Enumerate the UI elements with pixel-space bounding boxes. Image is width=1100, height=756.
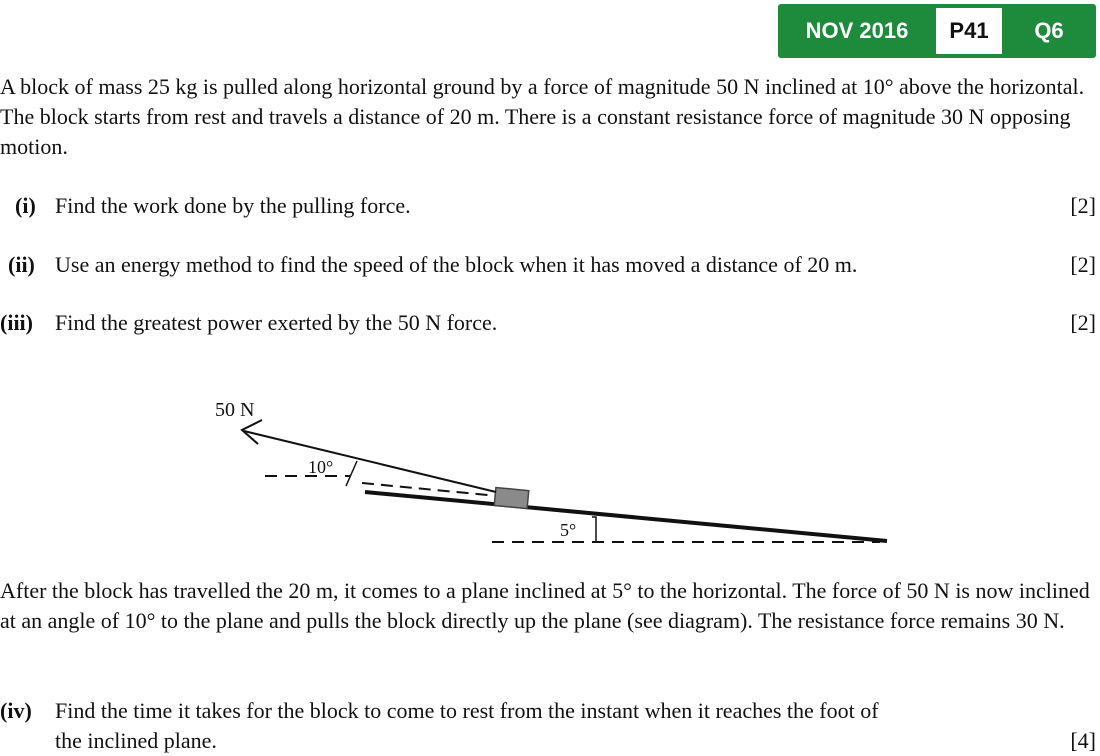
block [494, 488, 529, 509]
part-iv [0, 696, 1096, 753]
part-marks: [2] [1070, 310, 1096, 335]
second-paragraph: After the block has travelled the 20 m, it comes to a plane inclined at 5° to the horizontal. The force of 50 N is now inclined at an angle of 10° to the plane and pulls the block directly up the plane (see diagram). The resistance force remains 30 N. [0, 578, 1090, 633]
inclined-plane-diagram [0, 380, 1100, 560]
part-number: (ii) [8, 252, 35, 277]
part-text-continued: the inclined plane. [55, 728, 217, 753]
part-number: (i) [15, 193, 36, 218]
part-marks: [2] [1070, 193, 1096, 218]
angle-force-arc [346, 461, 357, 486]
part-number: (iii) [0, 310, 33, 335]
part-marks: [4] [1070, 728, 1096, 753]
part-iii [0, 308, 1096, 338]
intro-paragraph: A block of mass 25 kg is pulled along horizontal ground by a force of magnitude 50 N inclined at 10° above the horizontal. The block starts from rest and travels a distance of 20 m. There is a constant resistance force of magnitude 30 N opposing motion. [0, 74, 1085, 159]
angle-plane-arc [592, 517, 596, 542]
force-label: 50 N [215, 399, 255, 421]
part-i [0, 191, 1096, 221]
part-marks: [2] [1070, 252, 1096, 277]
part-number: (iv) [0, 698, 32, 723]
part-text: Use an energy method to find the speed of the block when it has moved a distance of 20 m. [55, 252, 858, 277]
question-badge [778, 4, 1096, 58]
part-text: Find the work done by the pulling force. [55, 193, 411, 218]
part-text: Find the greatest power exerted by the 50 N force. [55, 310, 498, 335]
part-text: Find the time it takes for the block to come to rest from the instant when it reaches the foot of [55, 698, 879, 723]
part-ii [0, 250, 1096, 280]
badge-paper: P41 [936, 8, 1002, 54]
angle-force-label: 10° [308, 457, 334, 477]
angle-plane-label: 5° [560, 520, 577, 540]
badge-session: NOV 2016 [805, 18, 909, 43]
badge-question: Q6 [1034, 18, 1064, 43]
inclined-plane [365, 492, 887, 541]
